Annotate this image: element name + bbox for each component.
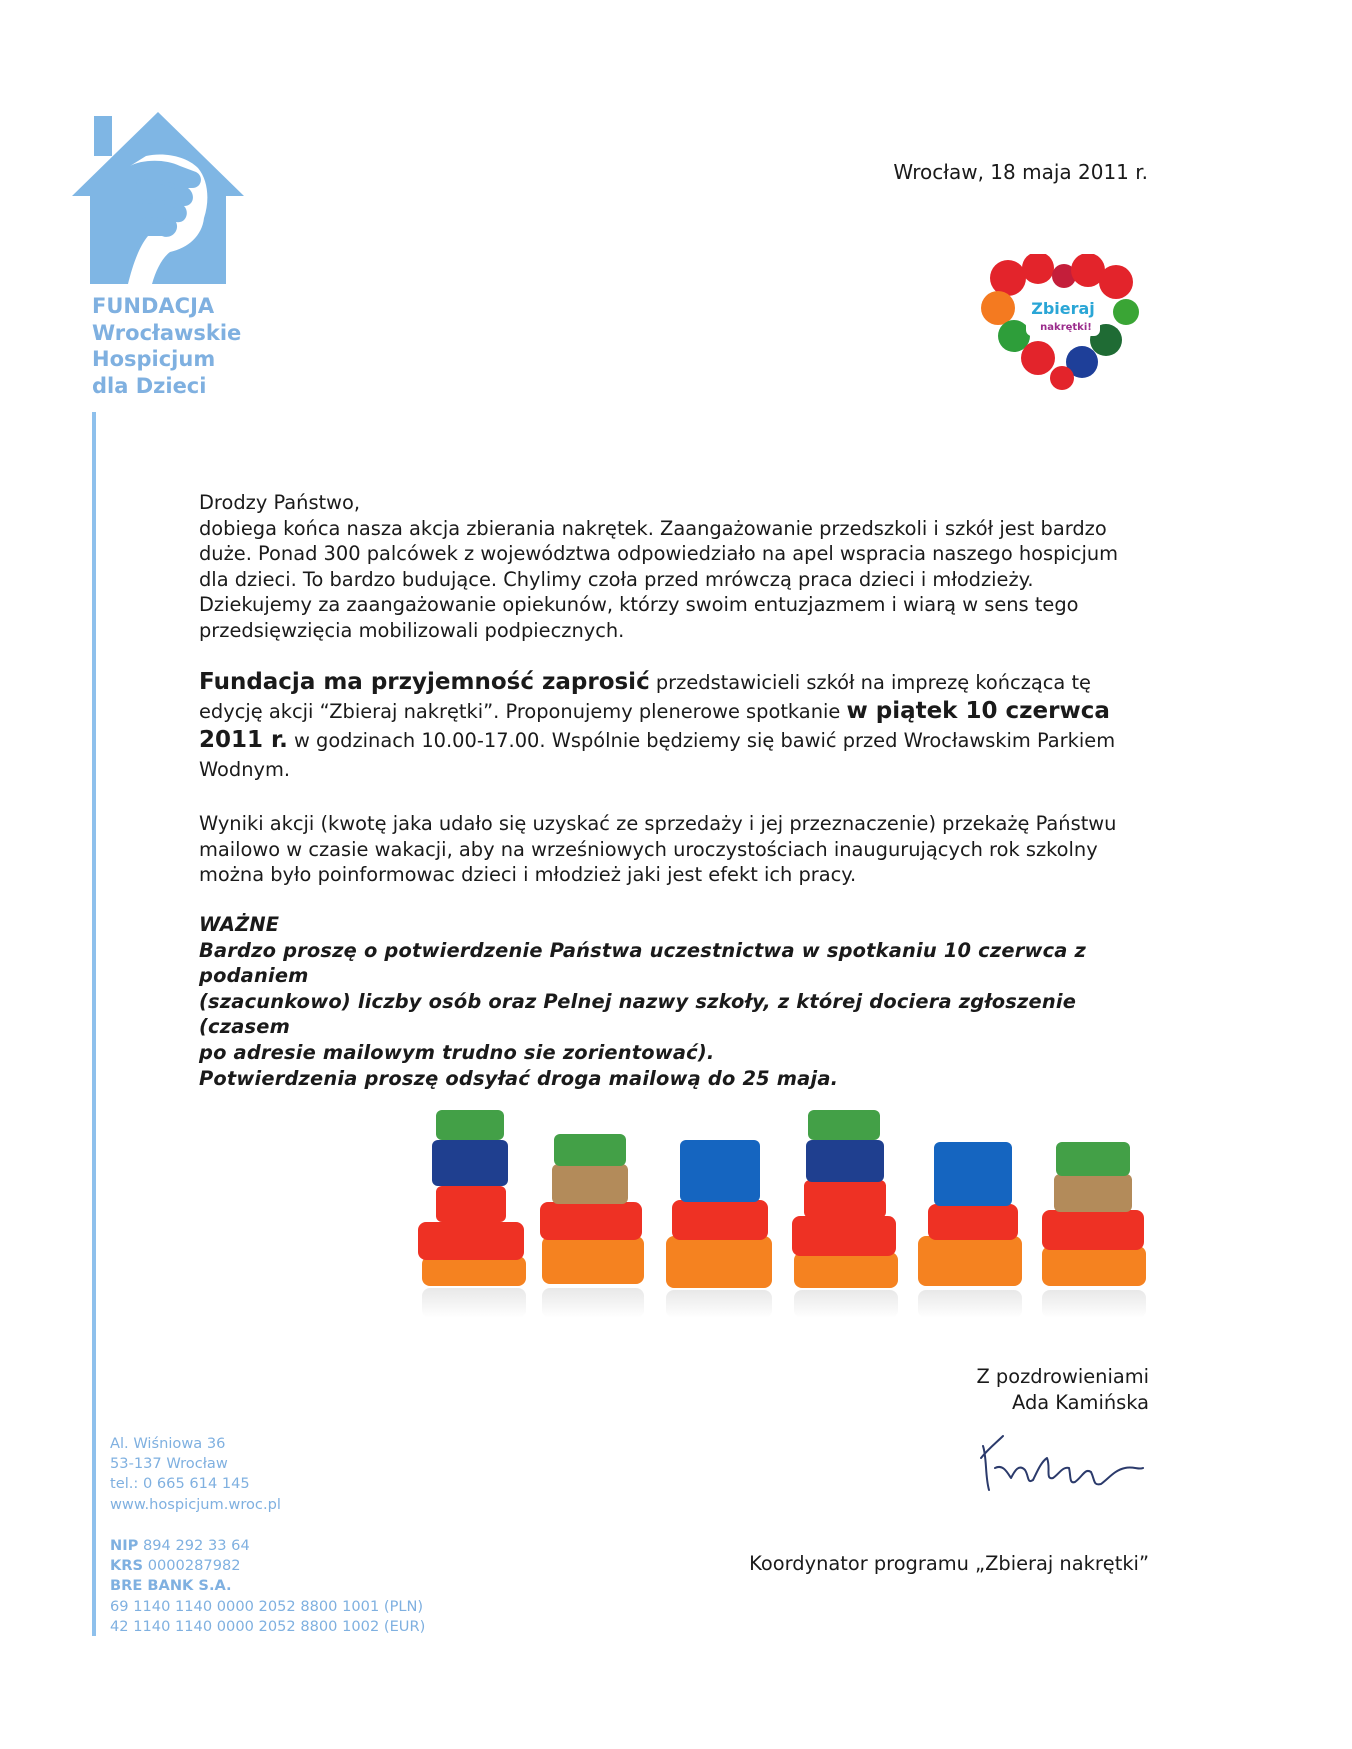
org-name-line: Hospicjum <box>92 347 216 371</box>
krs-line <box>110 1556 425 1576</box>
org-name-line: FUNDACJA <box>92 294 215 318</box>
text-line: dla dzieci. To bardzo budujące. Chylimy czoła przed mrówczą praca dzieci i młodzieży. <box>199 567 1034 591</box>
important-notice <box>199 912 1159 1091</box>
campaign-logo-subtext: nakrętki! <box>1040 322 1092 333</box>
event-year: 2011 r. <box>199 727 288 753</box>
text-line: Wyniki akcji (kwotę jaka udało się uzyskać ze sprzedaży i jej przeznaczenie) przekażę Państwu <box>199 812 1117 835</box>
account-pln: 69 1140 1140 0000 2052 8800 1001 (PLN) <box>110 1597 424 1615</box>
phone-line: tel.: 0 665 614 145 <box>110 1475 250 1493</box>
postal-line: 53-137 Wrocław <box>110 1455 228 1473</box>
text-line <box>199 726 1159 755</box>
krs-label: KRS <box>110 1557 144 1575</box>
important-heading: WAŻNE <box>199 913 280 936</box>
text-line: Dziekujemy za zaangażowanie opiekunów, którzy swoim entuzjazmem i wiarą w sens tego <box>199 593 1079 617</box>
text-line: dobiega końca nasza akcja zbierania nakrętek. Zaangażowanie przedszkoli i szkół jest bardzo <box>199 516 1107 540</box>
bottle-caps-photo <box>414 1104 1154 1324</box>
organization-name <box>92 293 241 399</box>
footer-address <box>110 1434 281 1515</box>
nip-label: NIP <box>110 1537 139 1554</box>
intro-paragraph <box>199 490 1159 644</box>
text-span: edycję akcji “Zbieraj nakrętki”. Proponujemy plenerowe spotkanie <box>199 700 847 723</box>
event-date: w piątek 10 czerwca <box>846 698 1110 724</box>
text-line: Wodnym. <box>199 758 291 781</box>
text-span: przedstawicieli szkół na imprezę kończąca tę <box>649 671 1091 694</box>
bank-name: BRE BANK S.A. <box>110 1577 232 1595</box>
invitation-paragraph <box>199 668 1159 784</box>
text-line: przedsięwzięcia mobilizowali podpiecznych. <box>199 618 625 642</box>
campaign-logo-text: Zbieraj <box>1031 299 1095 318</box>
text-line: Bardzo proszę o potwierdzenie Państwa uczestnictwa w spotkaniu 10 czerwca z podaniem <box>199 938 1086 988</box>
text-line <box>199 668 1159 697</box>
coordinator-title: Koordynator programu „Zbieraj nakrętki” <box>749 1552 1149 1575</box>
krs-value: 0000287982 <box>143 1557 241 1575</box>
results-paragraph <box>199 811 1159 888</box>
closing-block <box>976 1364 1149 1415</box>
text-line: po adresie mailowym trudno sie zorientować). <box>199 1040 715 1064</box>
margin-rule <box>92 412 96 1636</box>
letter-date: Wrocław, 18 maja 2011 r. <box>893 160 1148 184</box>
invitation-lead: Fundacja ma przyjemność zaprosić <box>199 669 650 695</box>
closing-greeting: Z pozdrowieniami <box>976 1365 1149 1388</box>
text-span: w godzinach 10.00-17.00. Wspólnie będziemy się bawić przed Wrocławskim Parkiem <box>287 729 1116 752</box>
hospice-house-hand-logo <box>68 108 248 288</box>
text-line: (szacunkowo) liczby osób oraz Pelnej nazwy szkoły, z której dociera zgłoszenie (czasem <box>199 989 1077 1039</box>
salutation: Drodzy Państwo, <box>199 491 361 514</box>
nip-value: 894 292 33 64 <box>138 1537 250 1554</box>
account-eur: 42 1140 1140 0000 2052 8800 1002 (EUR) <box>110 1617 426 1635</box>
org-name-line: dla Dzieci <box>92 373 207 398</box>
text-line <box>199 697 1159 726</box>
text-line: można było poinformowac dzieci i młodzież jaki jest efekt ich pracy. <box>199 863 857 887</box>
address-line: Al. Wiśniowa 36 <box>110 1435 226 1452</box>
text-line: duże. Ponad 300 palcówek z województwa odpowiedziało na apel wspracia naszego hospicjum <box>199 542 1119 566</box>
org-name-line: Wrocławskie <box>92 320 242 345</box>
website-link[interactable]: www.hospicjum.wroc.pl <box>110 1495 281 1513</box>
footer-registration <box>110 1536 425 1637</box>
signer-name: Ada Kamińska <box>1012 1390 1149 1414</box>
text-line: Potwierdzenia proszę odsyłać droga mailową do 25 maja. <box>199 1066 839 1090</box>
nip-line <box>110 1536 425 1556</box>
text-line: mailowo w czasie wakacji, aby na wrześniowych uroczystościach inaugurujących rok szkolny <box>199 837 1098 861</box>
handwritten-signature <box>975 1428 1145 1498</box>
zbieraj-nakretki-heart-logo <box>978 254 1140 390</box>
